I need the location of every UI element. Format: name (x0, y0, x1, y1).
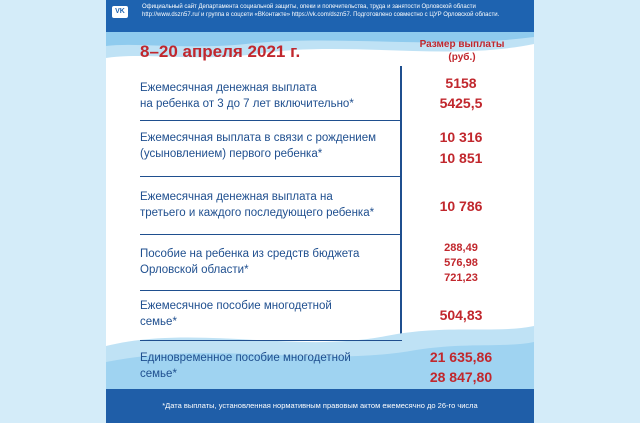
vk-logo-icon: VK (112, 6, 128, 18)
row-6-line-2: семье* (140, 368, 177, 380)
row-5-line-1: Ежемесячное пособие многодетной (140, 300, 332, 312)
column-header-line-1: Размер выплаты (419, 39, 505, 50)
row-1-line-2: на ребенка от 3 до 7 лет включительно* (140, 98, 354, 110)
row-2-line-1: Ежемесячная выплата в связи с рождением (140, 132, 377, 144)
row-separator (140, 290, 402, 291)
page-title: 8–20 апреля 2021 г. (140, 42, 301, 61)
background-left (0, 0, 106, 423)
row-2-value-2: 10 851 (439, 150, 483, 166)
column-header (402, 38, 522, 64)
background-right (534, 0, 640, 423)
row-5-value-1: 504,83 (439, 307, 483, 323)
footer-bar (106, 389, 534, 423)
infographic-card (106, 0, 534, 423)
row-4-line-2: Орловской области* (140, 264, 249, 276)
row-1-label (140, 80, 398, 112)
row-6-label (140, 350, 398, 382)
row-2-label (140, 130, 398, 162)
row-6-value-1: 21 635,86 (429, 349, 493, 365)
row-4-label (140, 246, 398, 278)
footer-note: *Дата выплаты, установленная нормативным правовым актом ежемесячно до 26-го числа (162, 401, 478, 410)
header-line-1: Официальный сайт Департамента социальной защиты, опеки и попечительства, труда и занятости Орловской области (142, 4, 476, 10)
row-2-value-1: 10 316 (439, 129, 483, 145)
column-header-line-2: (руб.) (448, 52, 476, 63)
row-separator (140, 340, 402, 341)
header-bar (106, 0, 534, 32)
row-4-line-1: Пособие на ребенка из средств бюджета (140, 248, 360, 260)
row-2-line-2: (усыновлением) первого ребенка* (140, 148, 323, 160)
header-line-2: http://www.dszn57.ru/ и группа в соцсети «ВКонтакте» https://vk.com/dszn57. Подготовлено совместно с ЦУР Орловской области. (142, 12, 500, 18)
row-separator (140, 120, 402, 121)
row-4-value-1: 288,49 (444, 242, 478, 254)
row-1-value-2: 5425,5 (439, 95, 483, 111)
row-separator (140, 234, 402, 235)
row-3-value-1: 10 786 (439, 198, 483, 214)
row-6-value-2: 28 847,80 (429, 369, 493, 385)
header-text (142, 3, 530, 19)
row-3-line-2: третьего и каждого последующего ребенка* (140, 207, 375, 219)
row-6-line-1: Единовременное пособие многодетной (140, 352, 351, 364)
row-1-value-1: 5158 (445, 75, 477, 91)
row-3-line-1: Ежемесячная денежная выплата на (140, 191, 333, 203)
row-separator (140, 176, 402, 177)
row-3-label (140, 189, 398, 221)
row-4-value-2: 576,98 (444, 257, 478, 269)
row-4-value-3: 721,23 (444, 272, 478, 284)
row-5-line-2: семье* (140, 316, 177, 328)
row-1-line-1: Ежемесячная денежная выплата (140, 82, 317, 94)
